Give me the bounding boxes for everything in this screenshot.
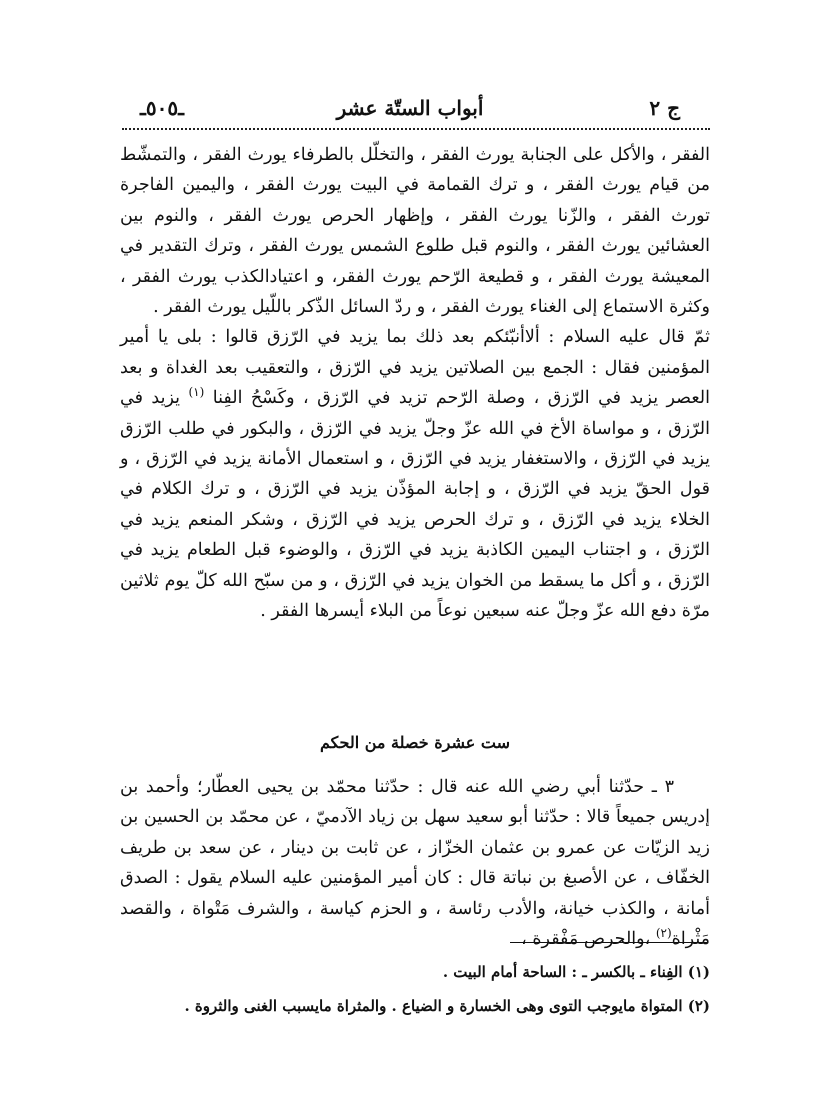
- paragraph-sustenance-a: ثمّ قال عليه السلام : ألاأنبّئكم بعد ذلك بما يزيد في الرّزق قالوا : بلى يا أمير المؤمنين فقال : الجمع بين الصلاتين يزيد في الرّزق ، والتعقيب بعد الغداة و بعد العصر يزيد في الرّزق ، وصلة الرّحم تزيد في الرّزق ، وكَسْحُ الفِنا: [120, 327, 710, 409]
- paragraph-poverty: الفقر ، والأكل على الجنابة يورث الفقر ، والتخلّل بالطرفاء يورث الفقر ، والتمشّط من قيام يورث الفقر ، و ترك القمامة في البيت يورث الفقر ، واليمين الفاجرة تورث الفقر ، والزّنا يورث الفقر ، وإظهار الحرص يورث الفقر ، والنوم بين العشائين يورث الفقر ، والنوم قبل طلوع الشمس يورث الفقر ، وترك التقدير في المعيشة يورث الفقر ، و قطيعة الرّحم يورث الفقر، و اعتيادالكذب يورث الفقر ، وكثرة الاستماع إلى الغناء يورث الفقر ، و ردّ السائل الذّكر باللّيل يورث الفقر .: [120, 145, 710, 318]
- hadith-text: [120, 772, 710, 954]
- footnote-ref-2: (٢): [655, 926, 672, 941]
- hadith-part-1: حدّثنا أبي رضي الله عنه قال : حدّثنا محمّد بن يحيى العطّار؛ وأحمد بن إدريس جميعاً قالا : حدّثنا أبو سعيد سهل بن زياد الآدميّ ، عن محمّد بن الحسين بن زيد الزيّات عن عمرو بن عثمان الخزّاز ، عن ثابت بن دينار ، عن سعد بن طريف الخفّاف ، عن الأصبغ بن نباتة قال : كان أمير المؤمنين عليه السلام يقول : الصدق أمانة ، والكذب خيانة، والأدب رئاسة ، و الحزم كياسة ، والشرف مَتْواة ، والقصد مَثْراة: [120, 777, 710, 950]
- footnotes: [120, 955, 710, 1023]
- running-title: أبواب الستّة عشر: [336, 96, 484, 120]
- paragraph-sustenance-b: يزيد في الرّزق ، و مواساة الأخ في الله عزّ وجلّ يزيد في الرّزق ، والبكور في طلب الرّزق يزيد في الرّزق ، والاستغفار يزيد في الرّزق ، و استعمال الأمانة يزيد في الرّزق ، و قول الحقّ يزيد في الرّزق ، و إجابة المؤذّن يزيد في الرّزق ، و ترك الكلام في الخلاء يزيد في الرّزق ، و ترك الحرص يزيد في الرّزق ، وشكر المنعم يزيد في الرّزق ، و اجتناب اليمين الكاذبة يزيد في الرّزق ، والوضوء قبل الطعام يزيد في الرّزق ، و أكل ما يسقط من الخوان يزيد في الرّزق ، و من سبّح الله كلّ يوم ثلاثين مرّة دفع الله عزّ وجلّ عنه سبعين نوعاً من البلاء أيسرها الفقر .: [120, 388, 710, 622]
- section-heading: ست عشرة خصلة من الحكم: [320, 733, 510, 752]
- volume-label: ج ٢: [649, 96, 680, 120]
- paragraph-sustenance: [120, 322, 710, 626]
- footnote-divider: [510, 942, 708, 943]
- footnote-ref-1: (١): [188, 385, 205, 400]
- footnote-1: (١) الفِناء ـ بالكسر ـ : الساحة أمام البيت .: [442, 963, 710, 981]
- hadith-paragraph: [120, 772, 710, 954]
- hadith-part-2: ،والحرص مَفْقرة ،: [521, 929, 651, 950]
- page-number: ـ٥٠٥ـ: [140, 96, 184, 120]
- footnote-2: (٢) المتواة مايوجب التوى وهى الخسارة و الضياع . والمثراة مايسبب الغنى والثروة .: [184, 997, 710, 1015]
- main-text: [120, 140, 710, 627]
- hadith-number: ٣ ـ: [651, 777, 674, 797]
- page-header: [140, 96, 680, 128]
- header-divider: [122, 128, 710, 130]
